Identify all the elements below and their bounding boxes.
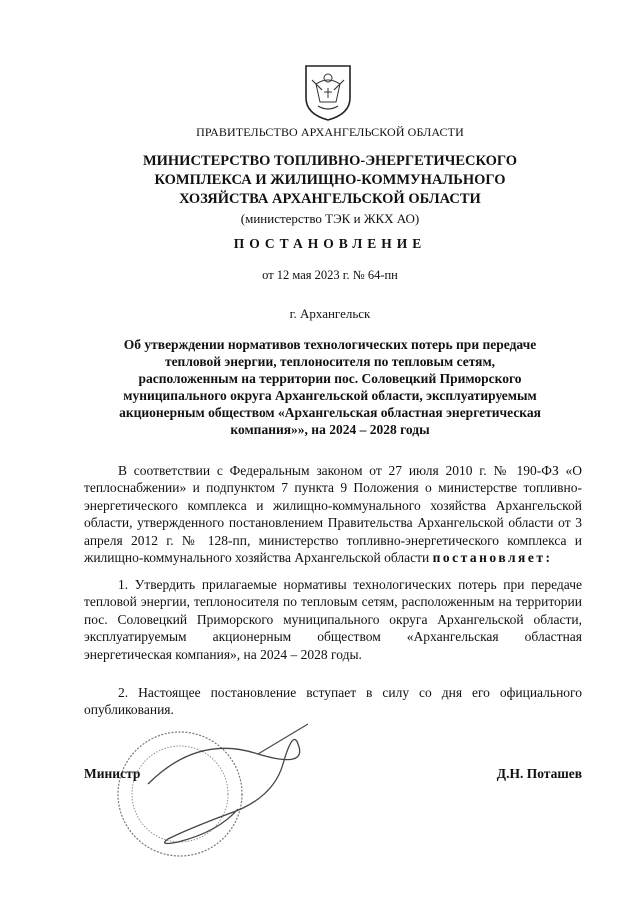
subject-line-6: компания»», на 2024 – 2028 годы [230,422,430,437]
document-city: г. Архангельск [289,306,371,321]
coat-of-arms-icon [302,62,354,122]
document-type: ПОСТАНОВЛЕНИЕ [233,236,427,251]
item-2-text: 2. Настоящее постановление вступает в силу со дня его официального опубликования. [84,685,582,718]
government-name: ПРАВИТЕЛЬСТВО АРХАНГЕЛЬСКОЙ ОБЛАСТИ [196,125,464,139]
item-2-paragraph [84,684,582,719]
subject-line-5: акционерным обществом «Архангельская областная энергетическая [119,405,541,420]
signer-title: Министр [84,766,141,781]
item-1-text: 1. Утвердить прилагаемые нормативы технологических потерь при передаче тепловой энергии, теплоносителя по тепловым сетям, расположенным на территории пос. Соловецкий Приморского муниципального округа Архангельской области, эксплуатируемым акционерным обществом «Архангельская областная энергетическая компания», на 2024 – 2028 годы. [84,577,582,662]
ministry-short-name: (министерство ТЭК и ЖКХ АО) [240,211,420,226]
ministry-line-3: ХОЗЯЙСТВА АРХАНГЕЛЬСКОЙ ОБЛАСТИ [179,191,481,207]
document-date-number: от 12 мая 2023 г. № 64-пн [262,268,398,282]
signer-name: Д.Н. Поташев [496,766,582,781]
subject-line-3: расположенным на территории пос. Соловецкий Приморского [138,371,522,386]
subject-line-1: Об утверждении нормативов технологических потерь при передаче [123,337,537,352]
seal-stamp [108,714,338,874]
document-subject [60,336,600,438]
preamble-paragraph [84,462,582,566]
ministry-line-2: КОМПЛЕКСА И ЖИЛИЩНО-КОММУНАЛЬНОГО [154,172,506,188]
signature-stroke [148,740,300,844]
ministry-line-1: МИНИСТЕРСТВО ТОПЛИВНО-ЭНЕРГЕТИЧЕСКОГО [142,153,518,169]
item-1-paragraph [84,576,582,663]
subject-line-2: тепловой энергии, теплоносителя по тепловым сетям, [164,354,496,369]
subject-line-4: муниципального округа Архангельской области, эксплуатируемым [123,388,537,403]
decree-word: постановляет: [432,550,553,566]
preamble-text: В соответствии с Федеральным законом от 27 июля 2010 г. № 190-ФЗ «О теплоснабжении» и подпунктом 7 пункта 9 Положения о министерстве топливно-энергетического комплекса и жилищно-коммунального хозяйства Архангельской области, утвержденного постановлением Правительства Архангельской области от 3 апреля 2012 г. № 128-пп, министерство топливно-энергетического комплекса и жилищно-коммунального хозяйства Архангельской области [84,463,582,566]
ministry-name [60,152,600,228]
